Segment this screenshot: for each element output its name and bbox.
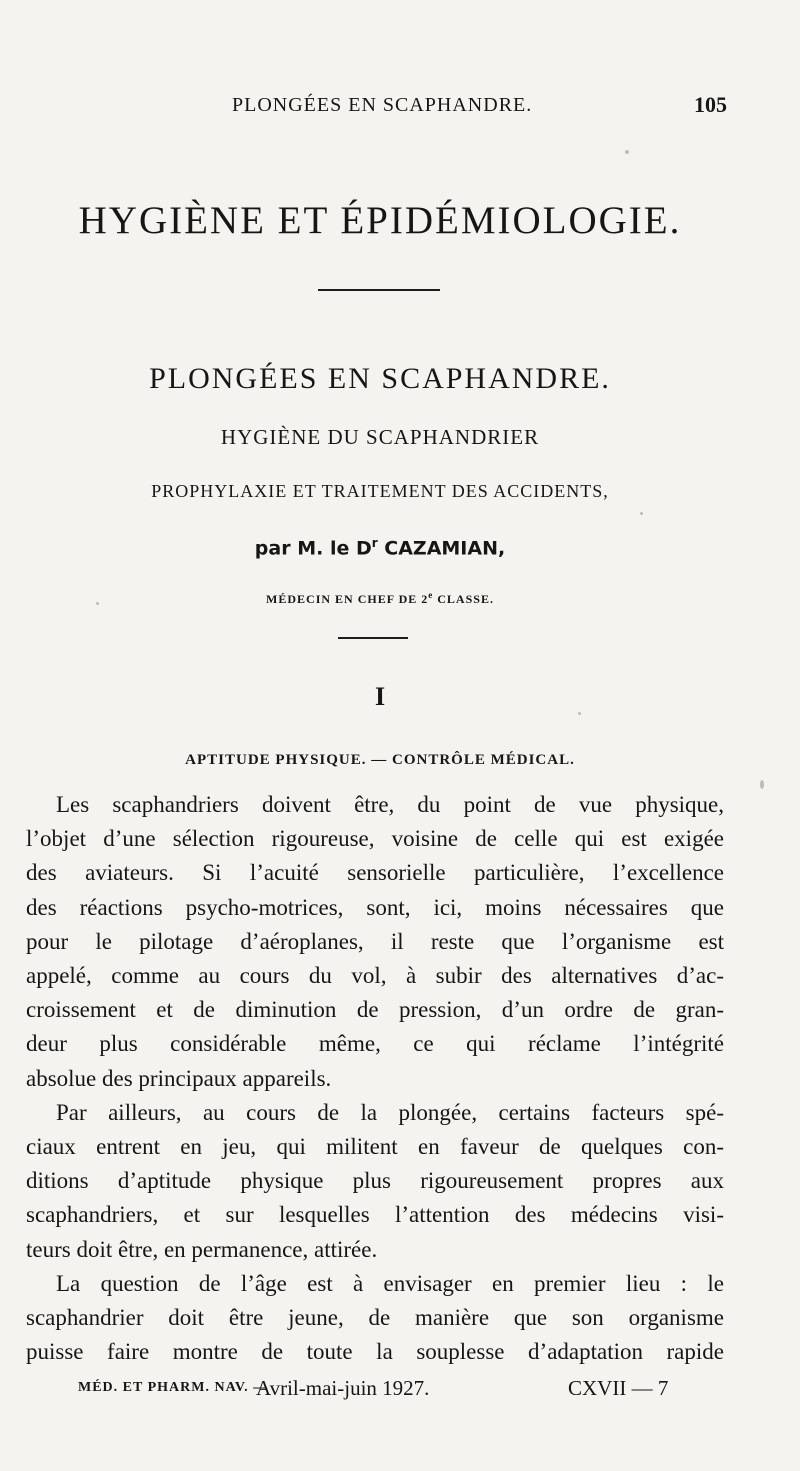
paragraph-3 (26, 1267, 724, 1370)
byline (0, 536, 760, 559)
part-heading: APTITUDE PHYSIQUE. — CONTRÔLE MÉDICAL. (185, 752, 575, 768)
author-rank (0, 590, 760, 607)
author-rank-sup: e (428, 590, 434, 600)
text-line: scaphandriers, et sur lesquelles l’attention des médecins visi- (26, 1202, 724, 1228)
paragraph-2 (26, 1096, 724, 1267)
article-subtitle-2: PROPHYLAXIE ET TRAITEMENT DES ACCIDENTS, (151, 481, 609, 501)
page-footer (0, 1374, 800, 1408)
body-text (26, 788, 724, 1369)
footer-date: Avril-mai-juin 1927. (256, 1376, 430, 1400)
text-line: scaphandrier doit être jeune, de manière que son organisme (26, 1305, 724, 1331)
scan-speck (760, 780, 764, 789)
running-head (0, 90, 800, 124)
part-number: I (374, 682, 386, 711)
text-line: pour le pilotage d’aéroplanes, il reste que l’organisme est (26, 928, 724, 954)
byline-author: CAZAMIAN, (377, 537, 506, 560)
article-subtitle-1: HYGIÈNE DU SCAPHANDRIER (220, 425, 540, 449)
text-line: ciaux entrent en jeu, qui militent en faveur de quelques con- (26, 1134, 724, 1160)
page-number: 105 (694, 92, 727, 117)
text-line: deur plus considérable même, ce qui réclame l’intégrité (26, 1031, 724, 1057)
paragraph-1 (26, 788, 724, 1096)
text-line: puisse faire montre de toute la souplesse d’adaptation rapide (26, 1339, 724, 1365)
article-title: PLONGÉES EN SCAPHANDRE. (149, 362, 611, 395)
text-line: appelé, comme au cours du vol, à subir des alternatives d’ac- (26, 963, 724, 989)
scan-speck (578, 712, 581, 715)
section-title: HYGIÈNE ET ÉPIDÉMIOLOGIE. (78, 199, 682, 242)
text-line: teurs doit être, en permanence, attirée. (26, 1236, 378, 1262)
section-divider (318, 289, 440, 291)
scan-speck (625, 150, 629, 154)
text-line: ditions d’aptitude physique plus rigoureusement propres aux (26, 1168, 724, 1194)
running-title: PLONGÉES EN SCAPHANDRE. (232, 94, 533, 116)
text-line: Par ailleurs, au cours de la plongée, certains facteurs spé- (56, 1099, 724, 1125)
footer-sheet-signature: CXVII — 7 (568, 1376, 669, 1400)
author-rank-suffix: CLASSE. (433, 592, 494, 606)
text-line: croissement et de diminution de pression, d’un ordre de gran- (26, 997, 724, 1023)
text-line: des réactions psycho-motrices, sont, ici, moins nécessaires que (26, 894, 724, 920)
text-line: Les scaphandriers doivent être, du point de vue physique, (56, 792, 724, 817)
text-line: absolue des principaux appareils. (26, 1065, 332, 1091)
byline-prefix: par M. le D (254, 537, 372, 560)
footer-journal: MÉD. ET PHARM. NAV. — (78, 1380, 269, 1395)
byline-divider (338, 637, 408, 639)
text-line: des aviateurs. Si l’acuité sensorielle particulière, l’excellence (26, 860, 724, 886)
text-line: l’objet d’une sélection rigoureuse, voisine de celle qui est exigée (26, 826, 724, 852)
scan-speck (96, 602, 99, 605)
scan-speck (640, 512, 643, 515)
text-line: La question de l’âge est à envisager en premier lieu : le (56, 1270, 724, 1296)
byline-sup: r (371, 536, 378, 550)
author-rank-prefix: MÉDECIN EN CHEF DE 2 (266, 592, 429, 606)
